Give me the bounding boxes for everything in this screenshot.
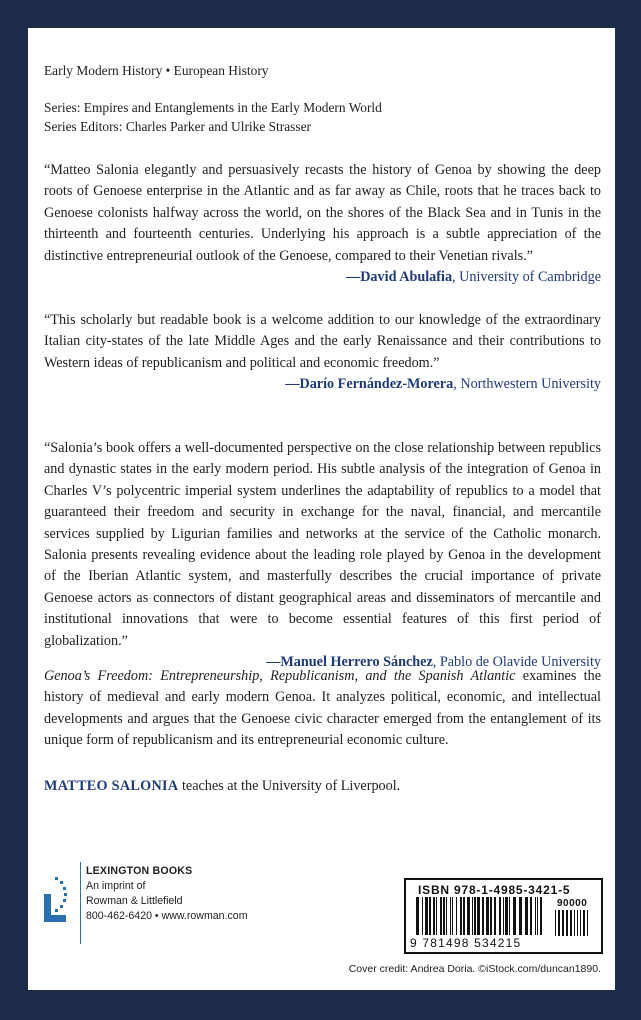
ean-digits: 9 781498 534215 bbox=[410, 936, 522, 950]
barcode-bar bbox=[558, 910, 560, 936]
barcode-bar bbox=[463, 897, 465, 935]
publisher-block bbox=[42, 862, 262, 944]
barcode-bar bbox=[446, 897, 447, 935]
isbn-number: ISBN 978-1-4985-3421-5 bbox=[418, 883, 571, 897]
barcode-bar bbox=[425, 897, 428, 935]
barcode-bar bbox=[486, 897, 489, 935]
barcode-bar bbox=[509, 897, 510, 935]
series-editors: Series Editors: Charles Parker and Ulrike Strasser bbox=[44, 119, 312, 134]
barcode-bar bbox=[505, 897, 508, 935]
barcode-bar bbox=[443, 897, 445, 935]
quote-author: —Manuel Herrero Sánchez bbox=[266, 654, 433, 671]
quote-affiliation: , University of Cambridge bbox=[452, 269, 601, 286]
publisher-info bbox=[86, 864, 248, 924]
barcode-bar bbox=[422, 897, 423, 935]
price-code: 90000 bbox=[557, 898, 588, 909]
barcode-bar bbox=[494, 897, 496, 935]
barcode-bar bbox=[587, 910, 588, 936]
barcode-bar bbox=[535, 897, 536, 935]
barcode-bar bbox=[477, 897, 480, 935]
quote-affiliation: , Pablo de Olavide University bbox=[432, 654, 601, 671]
barcode-bar bbox=[490, 897, 492, 935]
barcode-bar bbox=[467, 897, 470, 935]
quote-text: “Salonia’s book offers a well-documented perspective on the close relationship between republics and dynastic states in the early modern period. His subtle analysis of the integration of Genoa in Charles V’s polycentric imperial system underlines the adaptability of republics to a model that guaranteed their freedom and security in exchange for the naval, financial, and mercantile services supplied by Ligurian families and networks at the service of the Catholic monarch. Salonia presents revealing evidence about the leading role played by Genoa in the development of the Iberian Atlantic system, and masterfully describes the crucial importance of private Genoese actors as connectors of distant geographical areas and disseminators of mercantile and institutional innovations that were to become essential features of this first period of globalization.” bbox=[44, 440, 601, 649]
barcode-bar bbox=[519, 897, 522, 935]
publisher-contact: 800-462-6420 • www.rowman.com bbox=[86, 910, 248, 922]
barcode-bar bbox=[525, 897, 528, 935]
price-barcode-bars bbox=[554, 910, 592, 936]
endorsement-quote-2 bbox=[44, 310, 601, 396]
quote-affiliation: , Northwestern University bbox=[453, 376, 601, 393]
ean-barcode-bars bbox=[414, 897, 548, 935]
barcode-bar bbox=[456, 897, 457, 935]
quote-attribution bbox=[346, 267, 601, 288]
barcode-bar bbox=[555, 910, 556, 936]
barcode-bar bbox=[566, 910, 568, 936]
author-bio-text: teaches at the University of Liverpool. bbox=[178, 778, 401, 794]
barcode-bar bbox=[429, 897, 431, 935]
isbn-barcode bbox=[404, 878, 603, 954]
barcode-bar bbox=[436, 897, 437, 935]
quote-author: —David Abulafia bbox=[346, 269, 453, 286]
barcode-bar bbox=[450, 897, 451, 935]
barcode-bar bbox=[577, 910, 578, 936]
barcode-bar bbox=[530, 897, 532, 935]
barcode-bar bbox=[499, 897, 501, 935]
subject-categories: Early Modern History • European History bbox=[44, 63, 269, 78]
barcode-bar bbox=[580, 910, 581, 936]
barcode-bar bbox=[482, 897, 484, 935]
barcode-bar bbox=[540, 897, 542, 935]
barcode-bar bbox=[440, 897, 442, 935]
lexington-books-logo-icon bbox=[42, 872, 72, 926]
barcode-bar bbox=[474, 897, 476, 935]
description-text: examines the history of medieval and early modern Genoa. It analyzes political, economic, and intellectual developments and argues that the Genoese civic character emerged from the entanglement of its unique form of republicanism and its entrepreneurial economic culture. bbox=[44, 668, 601, 749]
endorsement-quote-1 bbox=[44, 160, 601, 288]
barcode-bar bbox=[583, 910, 585, 936]
quote-text: “Matteo Salonia elegantly and persuasively recasts the history of Genoa by showing the deep roots of Genoese enterprise in the Atlantic and as far away as Chile, roots that he traces back to Genoese colonists halfway across the world, on the shores of the Black Sea and in Tunis in the thirteenth and fourteenth centuries. Underlying his approach is a subtle appreciation of the distinctive entrepreneurial outlook of the Genoese, compared to their Venetian rivals.” bbox=[44, 162, 601, 264]
publisher-divider bbox=[80, 862, 81, 944]
barcode-bar bbox=[460, 897, 462, 935]
barcode-bar bbox=[503, 897, 504, 935]
barcode-bar bbox=[472, 897, 473, 935]
back-cover-panel bbox=[28, 28, 615, 990]
cover-credit: Cover credit: Andrea Doria. ©iStock.com/duncan1890. bbox=[348, 963, 601, 975]
author-bio bbox=[44, 778, 400, 795]
publisher-imprint-line: An imprint of bbox=[86, 880, 146, 892]
quote-author: —Darío Fernández-Morera bbox=[285, 376, 454, 393]
quote-attribution bbox=[285, 374, 601, 395]
barcode-bar bbox=[513, 897, 516, 935]
publisher-name: LEXINGTON BOOKS bbox=[86, 865, 193, 877]
barcode-bar bbox=[574, 910, 575, 936]
author-name: MATTEO SALONIA bbox=[44, 778, 179, 794]
barcode-bar bbox=[452, 897, 453, 935]
barcode-bar bbox=[570, 910, 572, 936]
book-title: Genoa’s Freedom: Entrepreneurship, Republicanism, and the Spanish Atlantic bbox=[44, 668, 516, 684]
barcode-bar bbox=[562, 910, 564, 936]
series-title: Series: Empires and Entanglements in the Early Modern World bbox=[44, 100, 382, 115]
barcode-bar bbox=[537, 897, 538, 935]
barcode-bar bbox=[433, 897, 435, 935]
barcode-bar bbox=[416, 897, 419, 935]
series-info bbox=[44, 98, 382, 136]
quote-text: “This scholarly but readable book is a welcome addition to our knowledge of the extraordinary Italian city-states of the late Middle Ages and the early Renaissance and their contributions to Western ideas of republicanism and political and economic freedom.” bbox=[44, 312, 601, 371]
book-description bbox=[44, 666, 601, 752]
endorsement-quote-3 bbox=[44, 438, 601, 673]
publisher-parent: Rowman & Littlefield bbox=[86, 895, 183, 907]
